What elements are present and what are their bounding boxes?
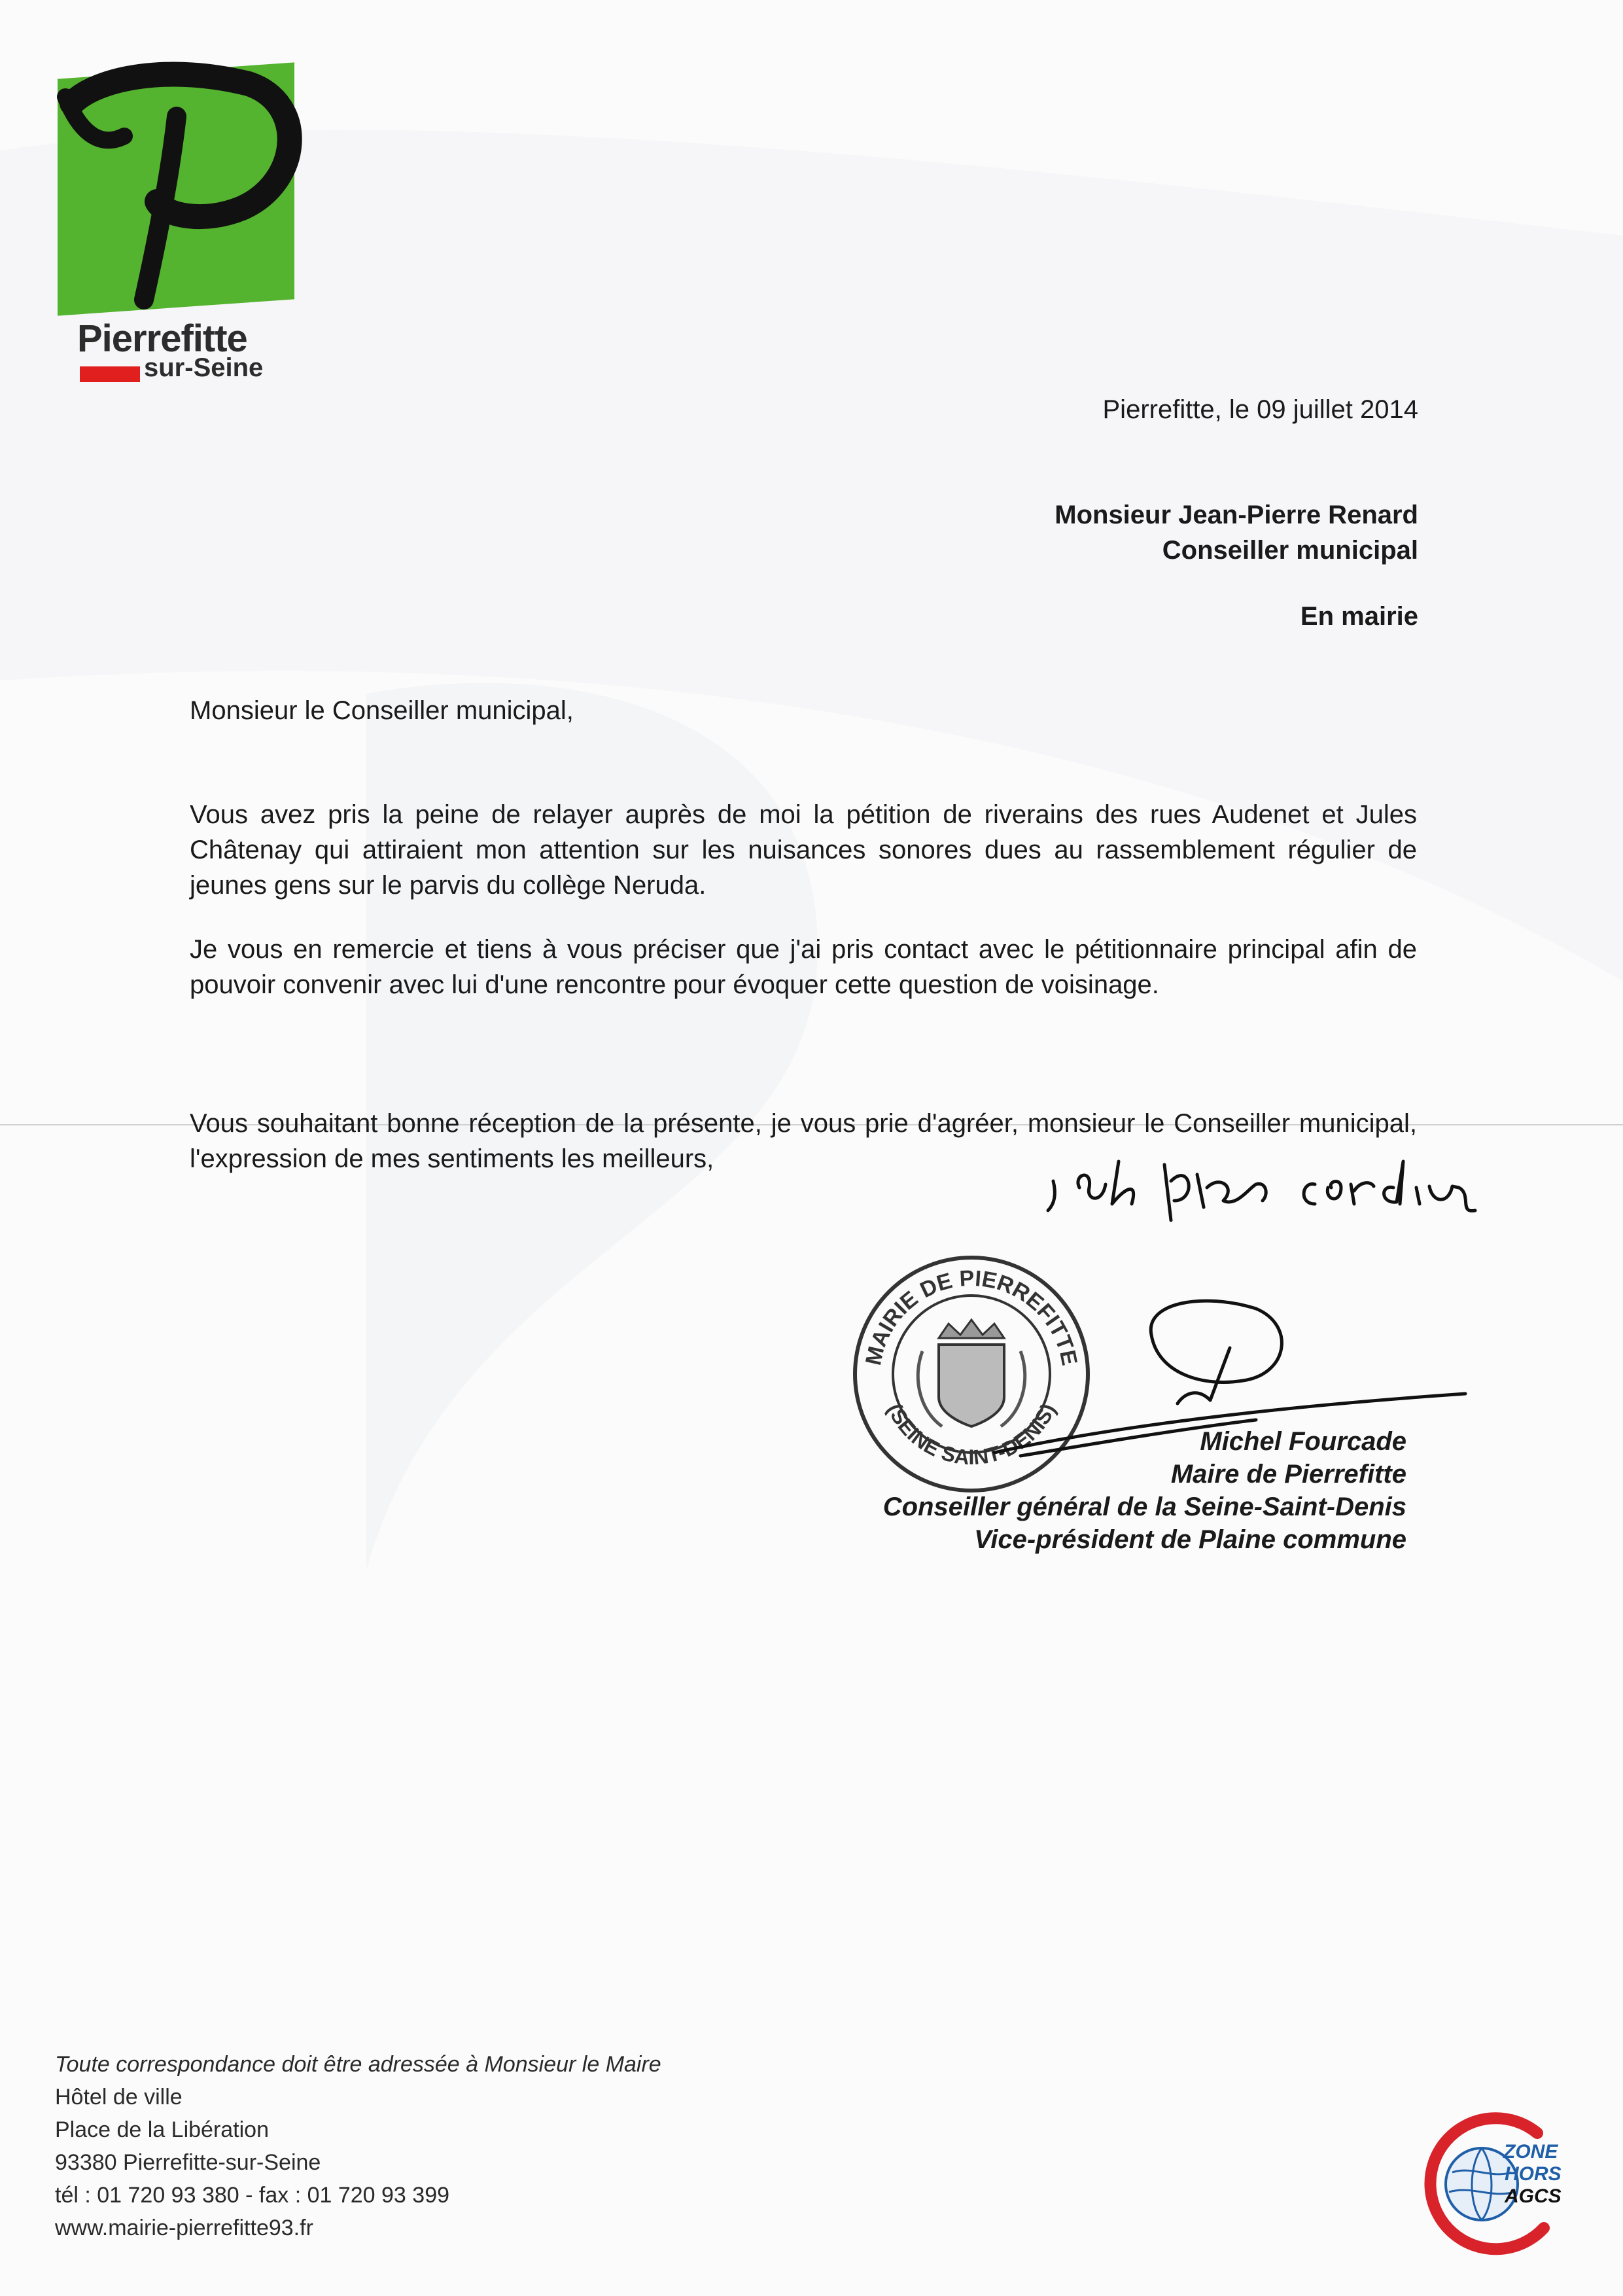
footer-line-3: 93380 Pierrefitte-sur-Seine <box>55 2150 321 2175</box>
signatory-title-2: Conseiller général de la Seine-Saint-Denis <box>882 1492 1406 1521</box>
signatory-name: Michel Fourcade <box>1200 1427 1406 1456</box>
logo-subtitle: sur-Seine <box>144 353 264 382</box>
stamp-bottom-text: (SEINE SAINT-DENIS) <box>882 1400 1060 1470</box>
footer-line-5: www.mairie-pierrefitte93.fr <box>55 2216 313 2240</box>
salutation: Monsieur le Conseiller municipal, <box>190 696 574 725</box>
recipient-place: En mairie <box>1300 602 1418 631</box>
letter-date: Pierrefitte, le 09 juillet 2014 <box>1102 395 1418 424</box>
logo-name: Pierrefitte <box>77 317 247 360</box>
stamp-top-text: MAIRIE DE PIERREFITTE <box>861 1265 1082 1368</box>
signatory-title-3: Vice-président de Plaine commune <box>974 1525 1406 1554</box>
recipient-block <box>916 497 1418 568</box>
paragraph-3: Vous souhaitant bonne réception de la présente, je vous prie d'agréer, monsieur le Conseiller municipal, l'expression de mes sentiments les meilleurs, <box>190 1109 1417 1173</box>
paragraph-1: Vous avez pris la peine de relayer auprès de moi la pétition de riverains des rues Audenet et Jules Châtenay qui attiraient mon attention sur les nuisances sonores dues au rassemblement régulier de jeunes gens sur le parvis du collège Neruda. <box>190 800 1417 900</box>
badge-line-1: ZONE <box>1503 2141 1558 2163</box>
footer-line-2: Place de la Libération <box>55 2117 270 2142</box>
signatory-title-1: Maire de Pierrefitte <box>1170 1460 1406 1489</box>
recipient-title: Conseiller municipal <box>1162 536 1418 565</box>
footer-line-4: tél : 01 720 93 380 - fax : 01 720 93 399 <box>55 2183 450 2208</box>
footer-address <box>55 2048 661 2244</box>
footer-line-1: Hôtel de ville <box>55 2085 183 2110</box>
paragraph-2: Je vous en remercie et tiens à vous préciser que j'ai pris contact avec le pétitionnaire principal afin de pouvoir convenir avec lui d'une rencontre pour évoquer cette question de voisinage. <box>190 935 1417 999</box>
badge-line-2: HORS <box>1505 2163 1562 2185</box>
handwritten-note <box>1040 1148 1498 1279</box>
badge-line-3: AGCS <box>1505 2185 1562 2207</box>
zone-hors-agcs-badge <box>1406 2107 1583 2257</box>
signature-block <box>759 1425 1406 1556</box>
logo-red-bar <box>80 366 140 382</box>
logo-p-mark <box>52 58 314 319</box>
recipient-name: Monsieur Jean-Pierre Renard <box>1055 501 1418 529</box>
footer-notice: Toute correspondance doit être adressée à Monsieur le Maire <box>55 2052 661 2077</box>
